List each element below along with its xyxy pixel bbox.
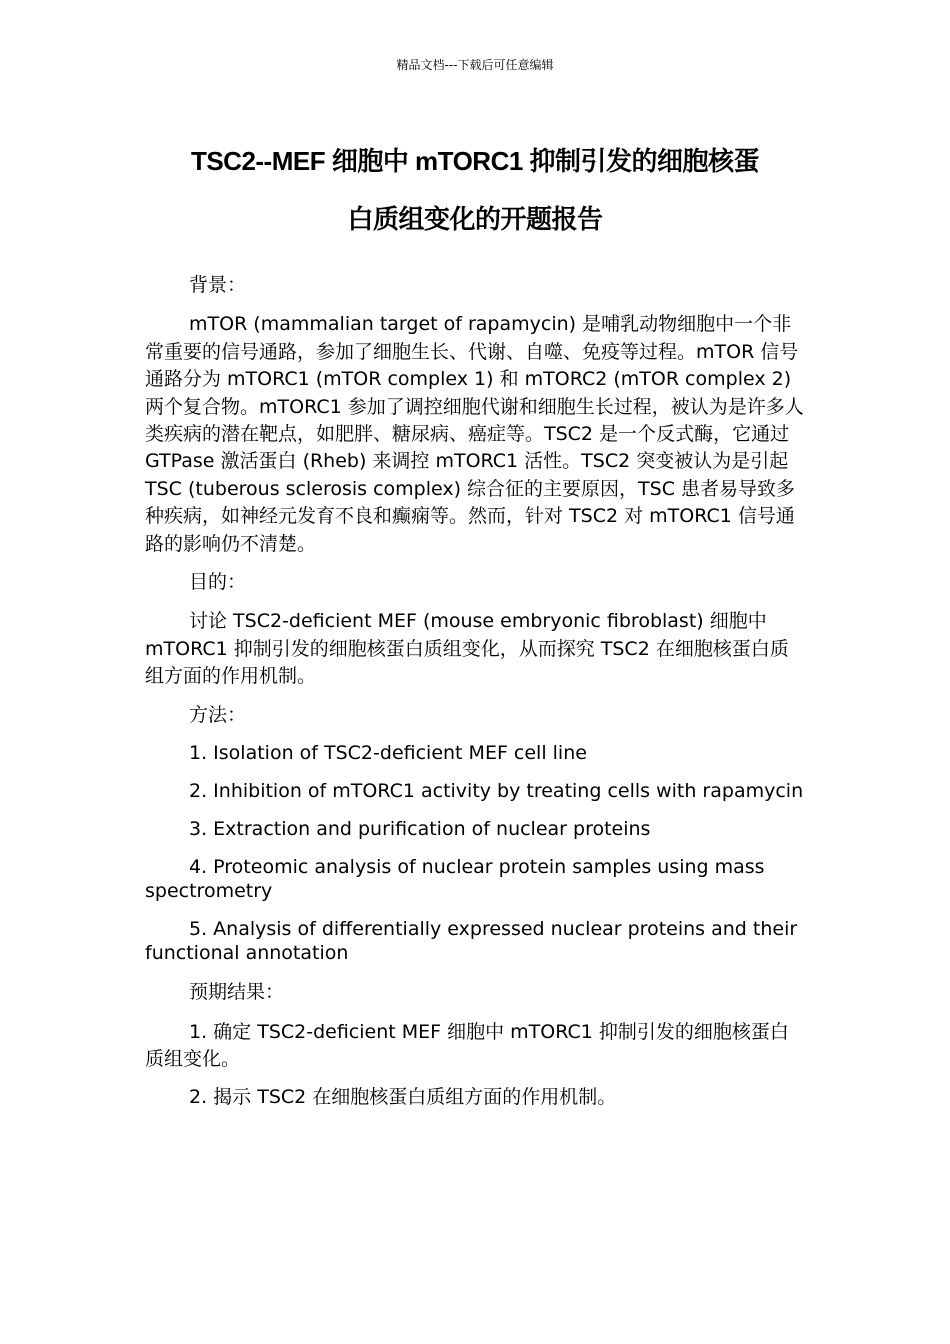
method-item-2: 2. Inhibition of mTORC1 activity by treating cells with rapamycin: [189, 780, 804, 803]
purpose-paragraph: 讨论 TSC2-deficient MEF (mouse embryonic fibroblast) 细胞中 mTORC1 抑制引发的细胞核蛋白质组变化，从而探究 TSC2 在细胞核蛋白质组方面的作用机制。: [145, 610, 789, 688]
page-header-note: 精品文档---下载后可任意编辑: [396, 58, 554, 72]
expected-result-item-1: 1. 确定 TSC2-deficient MEF 细胞中 mTORC1 抑制引发的细胞核蛋白质组变化。: [145, 1020, 789, 1070]
background-heading: 背景：: [189, 274, 247, 296]
purpose-heading: 目的：: [189, 571, 247, 594]
method-item-4: 4. Proteomic analysis of nuclear protein samples using mass spectrometry: [145, 856, 765, 903]
background-paragraph: mTOR (mammalian target of rapamycin) 是哺乳动物细胞中一个非常重要的信号通路，参加了细胞生长、代谢、自噬、免疫等过程。mTOR 信号通路分为 mTORC1 (mTOR complex 1) 和 mTORC2 (mTOR complex 2) 两个复合物。mTORC1 参加了调控细胞代谢和细胞生长过程，被认为是许多人类疾病的潜在靶点，如肥胖、糖尿病、癌症等。TSC2 是一个反式酶，它通过 GTPase 激活蛋白 (Rheb) 来调控 mTORC1 活性。TSC2 突变被认为是引起 TSC (tuberous sclerosis complex) 综合征的主要原因，TSC 患者易导致多种疾病，如神经元发育不良和癫痫等。然而，针对 TSC2 对 mTORC1 信号通路的影响仍不清楚。: [145, 313, 804, 555]
title-line-1: TSC2--MEF 细胞中 mTORC1 抑制引发的细胞核蛋: [190, 146, 760, 176]
document-body: [145, 272, 807, 1123]
method-item-5: 5. Analysis of differentially expressed nuclear proteins and their functional annotation: [145, 918, 798, 965]
expected-result-item-2: 2. 揭示 TSC2 在细胞核蛋白质组方面的作用机制。: [189, 1086, 617, 1109]
title-line-2: 白质组变化的开题报告: [347, 204, 603, 234]
expected-results-heading: 预期结果：: [189, 981, 285, 1004]
method-item-3: 3. Extraction and purification of nuclear proteins: [189, 818, 651, 841]
method-item-1: 1. Isolation of TSC2-deficient MEF cell line: [189, 742, 587, 765]
document-title: [130, 132, 820, 248]
methods-heading: 方法：: [189, 703, 247, 726]
